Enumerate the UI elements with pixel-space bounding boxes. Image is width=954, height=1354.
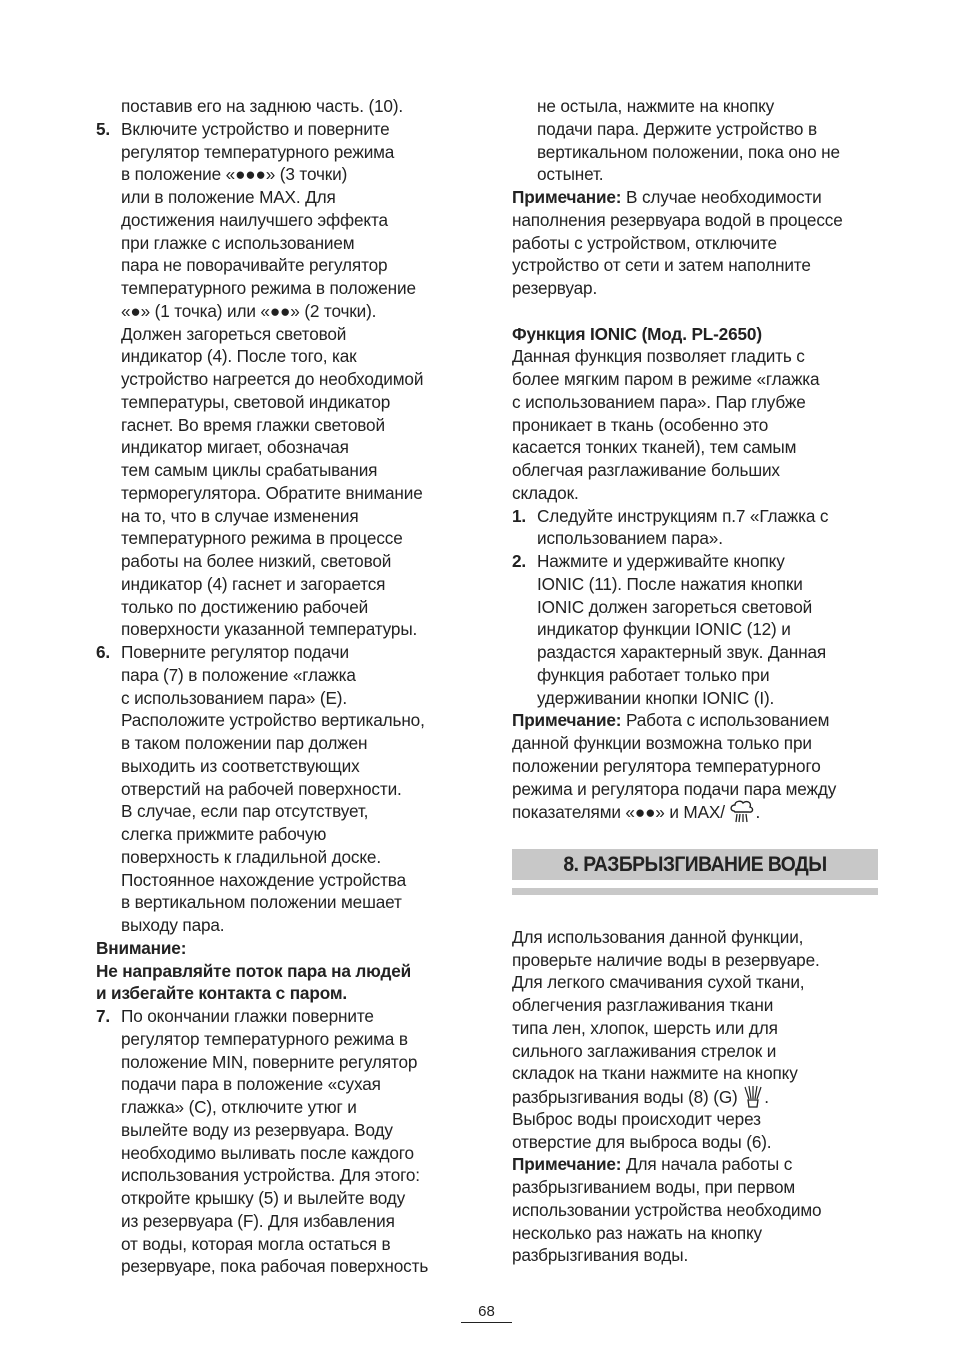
text-line: устройство от сети и затем наполните: [512, 255, 811, 276]
text-line: температуры, световой индикатор: [121, 391, 391, 412]
text-line: использовании устройства необходимо: [512, 1199, 822, 1220]
text-line: работы с устройством, отключите: [512, 232, 777, 253]
section-header: [512, 849, 882, 885]
text-line: с использованием пара». Пар глубже: [512, 391, 806, 412]
right-column: [512, 95, 882, 1267]
text-line: выходу пара.: [121, 915, 225, 935]
steam-icon: [729, 800, 755, 830]
text-line: Для использования данной функции,: [512, 926, 804, 947]
text-line: слегка прижмите рабочую: [121, 824, 327, 844]
text-line: отверстие для выброса воды (6).: [512, 1131, 772, 1152]
text-line: не остыла, нажмите на кнопку: [537, 96, 775, 116]
text-line: необходимо выливать после каждого: [121, 1142, 414, 1163]
note-label: Примечание:: [512, 187, 622, 207]
text-line: устройство нагреется до необходимой: [121, 369, 424, 389]
text-line: складок.: [512, 482, 579, 503]
left-column: [96, 95, 468, 1278]
text-line: функция работает только при: [537, 664, 770, 685]
text-line: резервуар.: [512, 278, 598, 298]
text-line: Выброс воды происходит через: [512, 1108, 761, 1129]
page-number-rule: [461, 1322, 512, 1323]
text-line: проверьте наличие воды в резервуаре.: [512, 949, 820, 970]
text-line: только по достижению рабочей: [121, 596, 369, 617]
text-line: Постоянное нахождение устройства: [121, 869, 407, 890]
text-line: поверхность к гладильной доске.: [121, 846, 381, 867]
text-line: По окончании глажки поверните: [121, 1006, 374, 1026]
step-number: 1.: [512, 505, 527, 526]
text-line: Работа с использованием: [621, 710, 830, 731]
text-line: удерживании кнопки IONIC (I).: [537, 687, 775, 708]
text-line: регулятор температурного режима в: [121, 1028, 408, 1049]
text-line: остынет.: [537, 164, 604, 185]
step-number: 5.: [96, 118, 111, 139]
text-line: В случае, если пар отсутствует,: [121, 801, 369, 822]
text-line: .: [764, 1087, 769, 1107]
text-line: «●» (1 точка) или «●●» (2 точки).: [121, 300, 377, 321]
text-line: несколько раз нажать на кнопку: [512, 1222, 762, 1243]
text-line: индикатор (4). После того, как: [121, 346, 357, 367]
text-line: типа лен, хлопок, шерсть или для: [512, 1017, 778, 1038]
text-line: в положение «●●●» (3 точки): [121, 164, 348, 185]
warning-text: Не направляйте поток пара на людей: [96, 960, 412, 981]
text-line: использования устройства. Для этого:: [121, 1165, 420, 1186]
text-line: пара не поворачивайте регулятор: [121, 255, 388, 276]
text-line: разбрызгивания воды (8) (G): [512, 1087, 738, 1107]
text-line: Поверните регулятор подачи: [121, 642, 349, 662]
warning-heading: Внимание:: [96, 937, 187, 958]
text-line: резервуаре, пока рабочая поверхность: [121, 1256, 429, 1277]
text-line: IONIC (11). После нажатия кнопки: [537, 573, 803, 594]
text-line: температурного режима в положение: [121, 278, 416, 298]
text-line: Нажмите и удерживайте кнопку: [537, 551, 785, 571]
text-line: индикатор функции IONIC (12) и: [537, 619, 791, 640]
text-line: выходить из соответствующих: [121, 755, 360, 776]
section-title: 8. РАЗБРЫЗГИВАНИЕ ВОДЫ: [563, 853, 827, 876]
text-line: .: [755, 802, 761, 823]
text-line: В случае необходимости: [621, 187, 822, 207]
step-number: 6.: [96, 642, 111, 662]
text-line: температурного режима в процессе: [121, 528, 403, 549]
text-line: от воды, которая могла остаться в: [121, 1233, 391, 1254]
step-number: 2.: [512, 551, 527, 571]
text-line: гаснет. Во время глажки световой: [121, 414, 385, 435]
text-line: подачи пара. Держите устройство в: [537, 118, 817, 139]
subsection-heading: Функция IONIC (Мод. PL-2650): [512, 323, 762, 344]
text-line: Должен загореться световой: [121, 323, 347, 344]
text-line: тем самым циклы срабатывания: [121, 460, 378, 480]
text-line: глажка» (C), отключите утюг и: [121, 1097, 357, 1117]
text-line: при глажке с использованием: [121, 232, 355, 253]
text-line: Для начала работы с: [621, 1154, 793, 1175]
text-line: положении регулятора температурного: [512, 755, 821, 776]
text-line: индикатор (4) гаснет и загорается: [121, 573, 386, 594]
text-line: поверхности указанной температуры.: [121, 619, 418, 640]
text-line: в таком положении пар должен: [121, 733, 368, 753]
text-line: облегчая разглаживание больших: [512, 460, 780, 480]
text-line: использованием пара».: [537, 528, 723, 549]
text-line: показателями «●●» и MAX/: [512, 802, 725, 823]
text-line: терморегулятора. Обратите внимание: [121, 482, 423, 503]
text-line: сильного заглаживания стрелок и: [512, 1040, 777, 1061]
text-line: поставив его на заднюю часть. (10).: [121, 96, 404, 116]
text-line: регулятор температурного режима: [121, 141, 395, 162]
text-line: складок на ткани нажмите на кнопку: [512, 1063, 798, 1084]
text-line: откройте крышку (5) и вылейте воду: [121, 1188, 406, 1208]
text-line: вылейте воду из резервуара. Воду: [121, 1119, 393, 1140]
text-line: разбрызгиванием воды, при первом: [512, 1177, 796, 1197]
text-line: данной функции возможна только при: [512, 733, 812, 753]
page-number: 68: [478, 1303, 495, 1320]
text-line: с использованием пара» (E).: [121, 687, 347, 708]
text-line: наполнения резервуара водой в процессе: [512, 209, 843, 230]
text-line: разбрызгивания воды.: [512, 1245, 689, 1266]
text-line: индикатор мигает, обозначая: [121, 437, 349, 458]
text-line: проникает в ткань (особенно это: [512, 414, 769, 435]
text-line: или в положение MAX. Для: [121, 187, 336, 207]
text-line: на то, что в случае изменения: [121, 505, 359, 526]
text-line: касается тонких тканей), тем самым: [512, 437, 797, 458]
text-line: Расположите устройство вертикально,: [121, 710, 425, 731]
section-header-underbar: [512, 888, 878, 895]
text-line: облегчения разглаживания ткани: [512, 995, 774, 1015]
text-line: Включите устройство и поверните: [121, 118, 390, 139]
text-line: подачи пара в положение «сухая: [121, 1074, 381, 1095]
text-line: Следуйте инструкциям п.7 «Глажка с: [537, 505, 829, 526]
text-line: Для легкого смачивания сухой ткани,: [512, 972, 805, 993]
warning-text: и избегайте контакта с паром.: [96, 983, 348, 1004]
text-line: в вертикальном положении мешает: [121, 892, 402, 913]
text-line: Данная функция позволяет гладить с: [512, 346, 805, 367]
text-line: вертикальном положении, пока оно не: [537, 141, 840, 162]
text-line: положение MIN, поверните регулятор: [121, 1051, 418, 1072]
text-line: из резервуара (F). Для избавления: [121, 1210, 395, 1231]
text-line: достижения наилучшего эффекта: [121, 209, 388, 230]
text-line: IONIC должен загореться световой: [537, 596, 813, 617]
text-line: отверстий на рабочей поверхности.: [121, 778, 402, 799]
text-line: пара (7) в положение «глажка: [121, 664, 356, 685]
text-line: работы на более низкий, световой: [121, 551, 392, 571]
text-line: раздастся характерный звук. Данная: [537, 642, 827, 662]
text-line: более мягким паром в режиме «глажка: [512, 369, 820, 389]
note-label: Примечание:: [512, 710, 622, 731]
text-line: режима и регулятора подачи пара между: [512, 778, 837, 799]
note-label: Примечание:: [512, 1154, 622, 1175]
step-number: 7.: [96, 1006, 111, 1026]
